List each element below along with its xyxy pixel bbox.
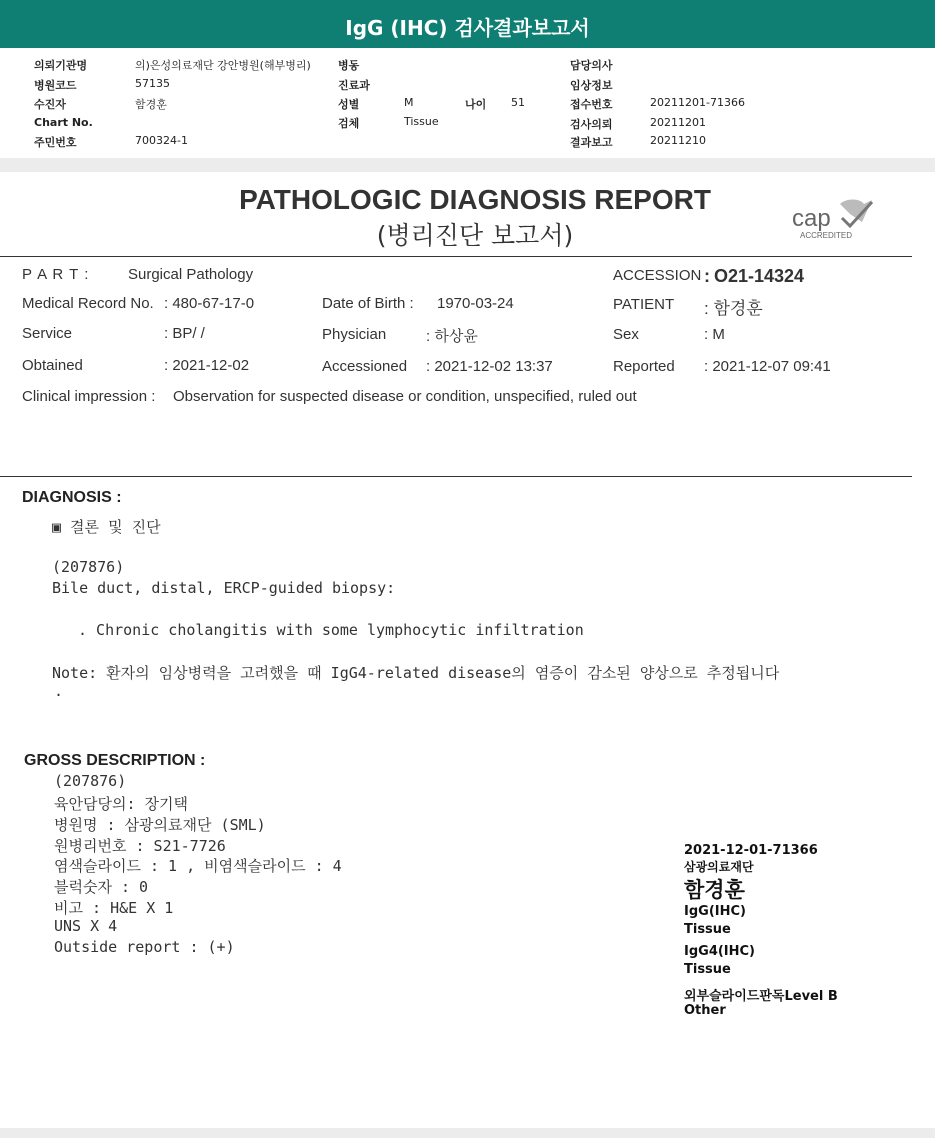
label-accessioned: Accessioned — [322, 358, 408, 375]
value-sex-report: : M — [704, 326, 725, 343]
label-chart-no: Chart No. — [34, 116, 93, 129]
divider-top — [0, 256, 912, 257]
stamp-test-2: IgG4(IHC) — [684, 944, 755, 959]
diagnosis-heading: DIAGNOSIS : — [22, 489, 122, 506]
value-sex: M — [404, 96, 414, 109]
cap-logo-icon — [788, 196, 878, 244]
gross-line: 원병리번호 : S21-7726 — [54, 837, 226, 855]
pathology-report-title: PATHOLOGIC DIAGNOSIS REPORT — [239, 184, 711, 215]
label-hospital-code: 병원코드 — [34, 79, 77, 92]
value-resident-no: 700324-1 — [135, 134, 188, 147]
diagnosis-note: Note: 환자의 임상병력을 고려했을 때 IgG4-related disease의 염증이 감소된 양상으로 추정됩니다 — [52, 664, 780, 682]
label-reported: Reported — [613, 358, 675, 375]
label-obtained: Obtained — [22, 357, 83, 374]
diagnosis-code: (207876) — [52, 558, 125, 576]
label-sex: 성별 — [338, 98, 360, 111]
gross-line: 비고 : H&E X 1 — [54, 899, 174, 917]
gross-line: 블럭숫자 : 0 — [54, 878, 149, 896]
value-patient: 함경훈 — [135, 98, 167, 111]
value-specimen: Tissue — [404, 115, 439, 128]
cap-logo-subtext: ACCREDITED — [800, 231, 853, 240]
label-ward: 병동 — [338, 59, 360, 72]
gross-heading: GROSS DESCRIPTION : — [24, 752, 206, 769]
stamp-specimen-2: Tissue — [684, 962, 731, 977]
gross-line: Outside report : (+) — [54, 938, 235, 956]
pathology-report-subtitle: (병리진단 보고서) — [376, 221, 574, 250]
label-mrn: Medical Record No. — [22, 295, 154, 312]
value-result-report: 20211210 — [650, 134, 706, 147]
value-receipt-no: 20211201-71366 — [650, 96, 745, 109]
stamp-specimen-1: Tissue — [684, 922, 731, 937]
label-department: 진료과 — [338, 79, 370, 92]
bottom-band — [0, 1128, 935, 1138]
gross-line: UNS X 4 — [54, 917, 118, 935]
value-patient-name: : 함경훈 — [704, 299, 763, 318]
value-test-request: 20211201 — [650, 116, 706, 129]
label-sex-report: Sex — [613, 326, 639, 343]
gross-line: 염색슬라이드 : 1 , 비염색슬라이드 : 4 — [54, 857, 342, 875]
value-physician: : 하상윤 — [426, 328, 478, 345]
value-age: 51 — [511, 96, 525, 109]
label-result-report: 결과보고 — [570, 136, 613, 149]
label-service: Service — [22, 325, 73, 342]
value-accessioned: : 2021-12-02 13:37 — [426, 358, 553, 375]
label-age: 나이 — [465, 98, 487, 111]
label-patient: 수진자 — [34, 98, 66, 111]
label-requester: 의뢰기관명 — [34, 59, 88, 72]
value-requester: 의)은성의료재단 강안병원(해부병리) — [135, 59, 311, 72]
gross-line: (207876) — [54, 772, 127, 790]
divider-middle — [0, 476, 912, 477]
label-part: P A R T : — [22, 266, 90, 283]
label-physician: Physician — [322, 326, 387, 343]
stamp-other: Other — [684, 1003, 726, 1018]
diagnosis-note-end: . — [54, 682, 64, 700]
diagnosis-subheading: ▣ 결론 및 진단 — [52, 518, 161, 536]
separator-band — [0, 158, 935, 172]
stamp-patient-name: 함경훈 — [684, 878, 745, 902]
label-accession: ACCESSION — [613, 267, 702, 284]
stamp-institution: 삼광의료재단 — [684, 860, 754, 874]
title-bar — [0, 0, 935, 48]
gross-line: 육안담당의: 장기택 — [54, 795, 188, 813]
gross-line: 병원명 : 삼광의료재단 (SML) — [54, 816, 266, 834]
label-specimen: 검체 — [338, 117, 360, 130]
stamp-test-1: IgG(IHC) — [684, 904, 746, 919]
label-clinical-info: 임상정보 — [570, 79, 613, 92]
value-part: Surgical Pathology — [128, 266, 254, 283]
value-hospital-code: 57135 — [135, 77, 170, 90]
cap-accredited-logo — [788, 196, 878, 248]
value-reported: : 2021-12-07 09:41 — [704, 358, 831, 375]
label-receipt-no: 접수번호 — [570, 98, 613, 111]
label-patient-name: PATIENT — [613, 296, 675, 313]
value-mrn: : 480-67-17-0 — [164, 295, 255, 312]
value-obtained: : 2021-12-02 — [164, 357, 250, 374]
report-title: IgG (IHC) 검사결과보고서 — [345, 16, 590, 40]
value-clinical-impression: Observation for suspected disease or condition, unspecified, ruled out — [173, 388, 637, 405]
diagnosis-site: Bile duct, distal, ERCP-guided biopsy: — [52, 579, 396, 597]
value-accession: : O21-14324 — [704, 266, 805, 286]
label-dob: Date of Birth : — [322, 295, 414, 312]
diagnosis-finding: . Chronic cholangitis with some lymphocytic infiltration — [78, 621, 584, 639]
label-resident-no: 주민번호 — [34, 136, 77, 149]
label-doctor: 담당의사 — [570, 59, 613, 72]
value-service: : BP/ / — [164, 325, 205, 342]
label-clinical-impression: Clinical impression : — [22, 388, 156, 405]
stamp-external-slide: 외부슬라이드판독Level B — [684, 989, 838, 1004]
stamp-receipt-no: 2021-12-01-71366 — [684, 843, 818, 858]
cap-logo-text: cap — [792, 205, 831, 232]
value-dob: 1970-03-24 — [437, 295, 514, 312]
label-test-request: 검사의뢰 — [570, 118, 613, 131]
